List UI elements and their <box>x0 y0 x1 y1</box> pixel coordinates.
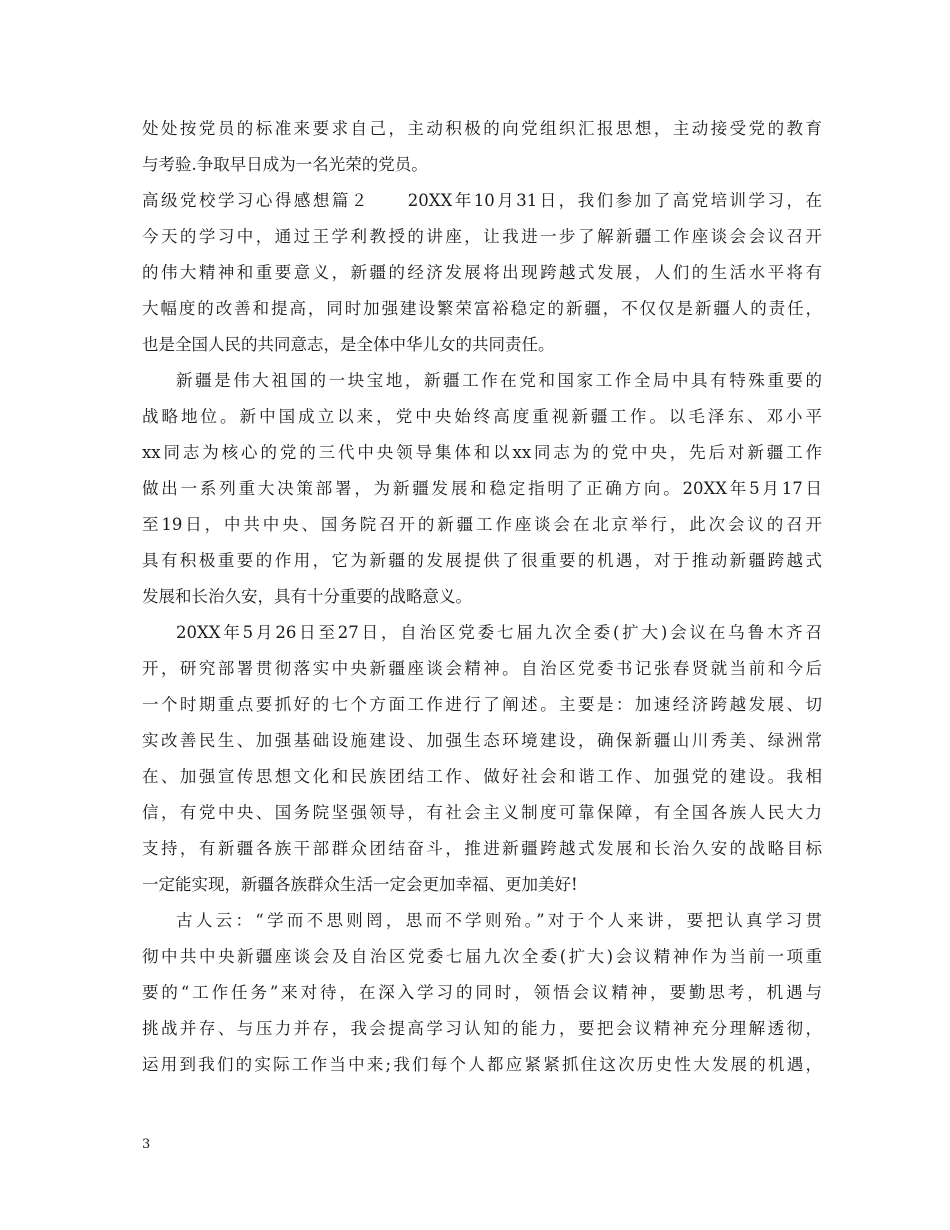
text-line: 做出一系列重大决策部署，为新疆发展和稳定指明了正确方向。20XX年5月17日 <box>142 479 822 498</box>
text-line: 也是全国人民的共同意志，是全体中华儿女的共同责任。 <box>142 335 555 354</box>
text-line: 具有积极重要的作用，它为新疆的发展提供了很重要的机遇，对于推动新疆跨越式 <box>142 551 822 570</box>
text-line: 一个时期重点要抓好的七个方面工作进行了阐述。主要是：加速经济跨越发展、切 <box>142 695 822 714</box>
text-line: 高级党校学习心得感想篇２ 20XX年10月31日，我们参加了高党培训学习，在 <box>142 191 822 210</box>
text-line: 要的“工作任务”来对待，在深入学习的同时，领悟会议精神，要勤思考，机遇与 <box>142 983 822 1002</box>
text-line: 开，研究部署贯彻落实中央新疆座谈会精神。自治区党委书记张春贤就当前和今后 <box>142 659 822 678</box>
text-line: 与考验.争取早日成为一名光荣的党员。 <box>142 155 428 174</box>
text-line: 支持，有新疆各族干部群众团结奋斗，推进新疆跨越式发展和长治久安的战略目标 <box>142 839 822 858</box>
text-line: 古人云：“学而不思则罔，思而不学则殆。”对于个人来讲，要把认真学习贯 <box>176 911 822 930</box>
text-line: 新疆是伟大祖国的一块宝地，新疆工作在党和国家工作全局中具有特殊重要的 <box>176 371 822 390</box>
text-line: 20XX年5月26日至27日，自治区党委七届九次全委(扩大)会议在乌鲁木齐召 <box>176 623 822 642</box>
text-line: 在、加强宣传思想文化和民族团结工作、做好社会和谐工作、加强党的建设。我相 <box>142 767 822 786</box>
text-line: 实改善民生、加强基础设施建设、加强生态环境建设，确保新疆山川秀美、绿洲常 <box>142 731 822 750</box>
text-line: 一定能实现，新疆各族群众生活一定会更加幸福、更加美好! <box>142 875 578 894</box>
text-line: 的伟大精神和重要意义，新疆的经济发展将出现跨越式发展，人们的生活水平将有 <box>142 263 822 282</box>
text-line: 今天的学习中，通过王学利教授的讲座，让我进一步了解新疆工作座谈会会议召开 <box>142 227 822 246</box>
text-line: 挑战并存、与压力并存，我会提高学习认知的能力，要把会议精神充分理解透彻， <box>142 1019 822 1038</box>
text-line: 大幅度的改善和提高，同时加强建设繁荣富裕稳定的新疆，不仅仅是新疆人的责任， <box>142 299 822 318</box>
text-line: 处处按党员的标准来要求自己，主动积极的向党组织汇报思想，主动接受党的教育 <box>142 119 822 138</box>
text-line: 运用到我们的实际工作当中来;我们每个人都应紧紧抓住这次历史性大发展的机遇， <box>142 1055 822 1074</box>
text-line: 发展和长治久安，具有十分重要的战略意义。 <box>142 587 472 606</box>
text-line: 至19日，中共中央、国务院召开的新疆工作座谈会在北京举行，此次会议的召开 <box>142 515 822 534</box>
text-line: 信，有党中央、国务院坚强领导，有社会主义制度可靠保障，有全国各族人民大力 <box>142 803 822 822</box>
page-number: 3 <box>142 1137 151 1152</box>
text-line: 战略地位。新中国成立以来，党中央始终高度重视新疆工作。以毛泽东、邓小平 <box>142 407 822 426</box>
text-line: 彻中共中央新疆座谈会及自治区党委七届九次全委(扩大)会议精神作为当前一项重 <box>142 947 822 966</box>
text-line: xx同志为核心的党的三代中央领导集体和以xx同志为的党中央，先后对新疆工作 <box>142 443 822 462</box>
